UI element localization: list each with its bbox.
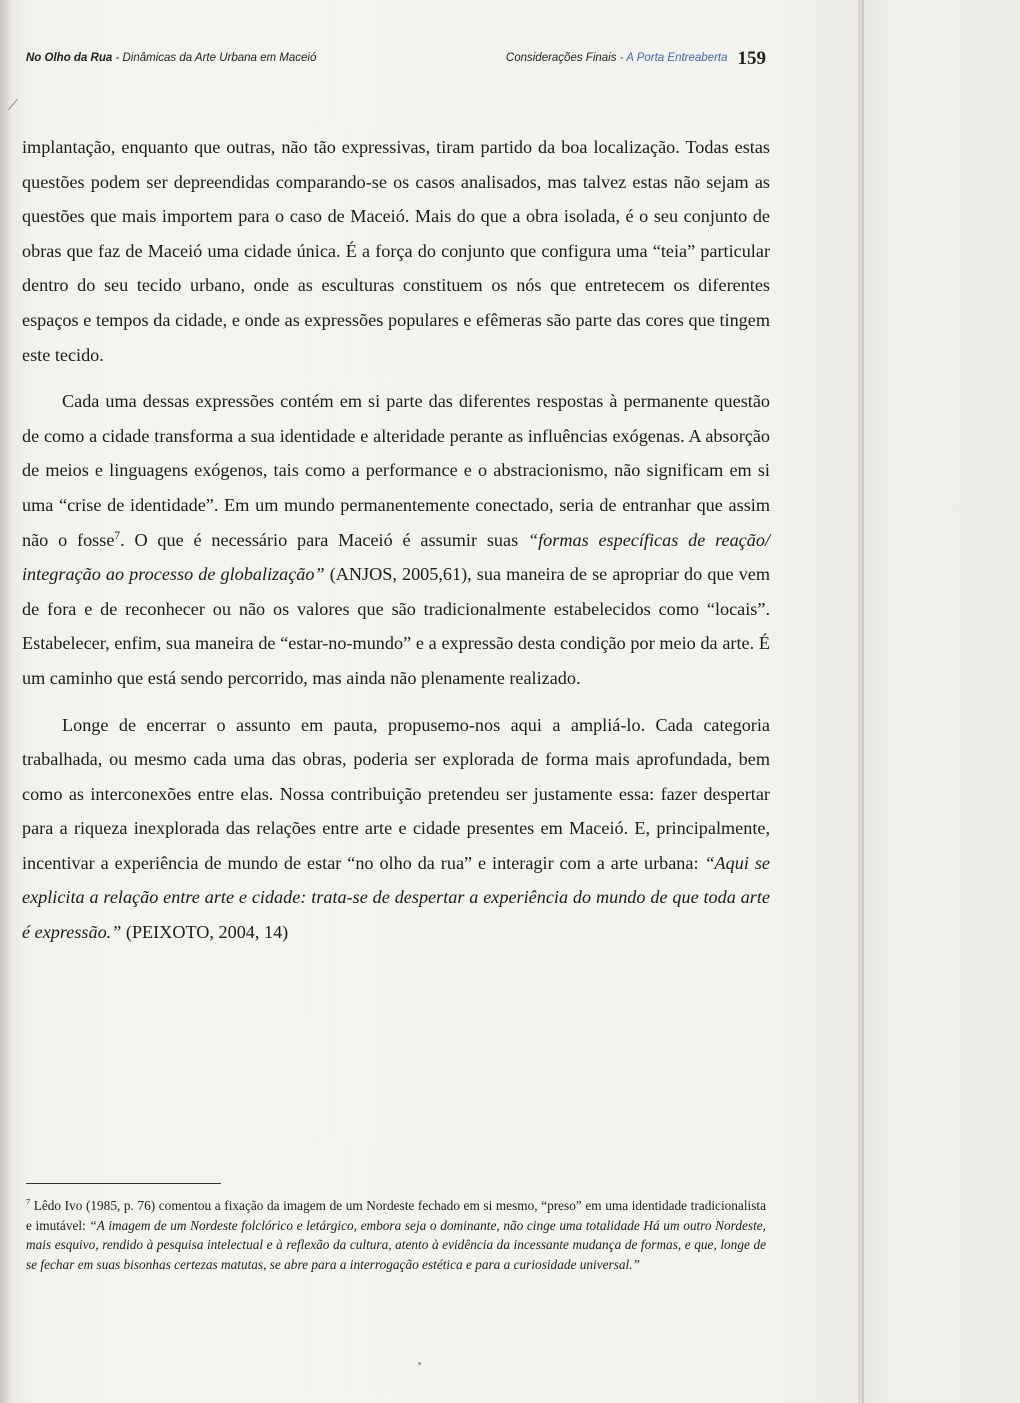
header-section [506, 48, 766, 70]
header-title-rest: - Dinâmicas da Arte Urbana em Maceió [112, 52, 317, 64]
footnote [26, 1196, 766, 1274]
header-section-prefix: Considerações Finais [505, 52, 617, 64]
quotation: “A imagem de um Nordeste folclórico e letárgico, embora seja o dominante, não cinge uma totalidade Há um outro Nordeste, mais esquivo, rendido à pesquisa intelectual e à reflexão da cultura, atento à evidência da incessante mudança de formas, e que, longe de se fechar em suas bisonhas certezas matutas, se abre para a interrogação estética e para a curiosidade universal.” [26, 1217, 766, 1272]
header-book-title [26, 52, 316, 64]
page-edge-line [862, 0, 864, 1403]
quotation: “Aqui se explicita a relação entre arte e cidade: trata-se de despertar a experiência do mundo de que toda arte é expressão.” [22, 852, 770, 943]
footnote-ref: 7 [114, 529, 121, 542]
binding-shadow [0, 0, 12, 1403]
paper-speck [418, 1362, 421, 1365]
text-run: implantação, enquanto que outras, não tão expressivas, tiram partido da boa localização. Todas estas questões podem ser depreendidas comparando-se os casos analisados, mas talvez estas não sejam as questões que mais importem para o caso de Maceió. Mais do que a obra isolada, é o seu conjunto de obras que faz de Maceió uma cidade única. É a força do conjunto que configura uma “teia” particular dentro do seu tecido urbano, onde as esculturas constituem os nós que entretecem os diferentes espaços e tempos da cidade, e onde as expressões populares e efêmeras são parte das cores que tingem este tecido. [22, 137, 770, 365]
running-header [26, 48, 766, 78]
header-title-bold: No Olho da Rua [26, 52, 113, 64]
text-run: (PEIXOTO, 2004, 14) [121, 922, 289, 943]
header-section-accent: A Porta Entreaberta [626, 52, 728, 64]
footnote-rule [26, 1183, 221, 1184]
quotation: “formas específicas de reação/ integração ao processo de globalização” [22, 529, 770, 585]
paragraph [22, 384, 770, 695]
text-run: (ANJOS, 2005,61), sua maneira de se apropriar do que vem de fora e de reconhecer ou não os valores que são tradicionalmente estabelecidos como “locais”. Estabelecer, enfim, sua maneira de “estar-no-mundo” e a expressão desta condição por meio da arte. É um caminho que está sendo percorrido, mas ainda não plenamente realizado. [22, 564, 771, 688]
next-page-edge [858, 0, 1020, 1403]
text-run: Cada uma dessas expressões contém em si parte das diferentes respostas à permanente questão de como a cidade transforma a sua identidade e alteridade perante as influências exógenas. A absorção de meios e linguagens exógenos, tais como a performance e o abstracionismo, não significam em si uma “crise de identidade”. Em um mundo permanentemente conectado, seria de entranhar que assim não o fosse [22, 391, 770, 550]
paragraph [22, 130, 770, 372]
text-run: Longe de encerrar o assunto em pauta, propusemo-nos aqui a ampliá-lo. Cada categoria trabalhada, ou mesmo cada uma das obras, poderia ser explorada de forma mais aprofundada, bem como as interconexões entre elas. Nossa contribuição pretendeu ser justamente essa: fazer despertar para a riqueza inexplorada das relações entre arte e cidade presentes em Maceió. E, principalmente, incentivar a experiência de mundo de estar “no olho da rua” e interagir com a arte urbana: [22, 714, 770, 873]
header-section-sep: - [616, 52, 627, 64]
paragraph [22, 708, 770, 950]
text-run: . O que é necessário para Maceió é assumir suas [120, 529, 528, 550]
footnote-ref: 7 [26, 1197, 31, 1207]
text-run: Lêdo Ivo (1985, p. 76) comentou a fixação da imagem de um Nordeste fechado em si mesmo, “preso” em uma identidade tradicionalista e imutável: [26, 1198, 766, 1233]
body-text [22, 130, 770, 962]
page-number: 159 [737, 48, 766, 69]
